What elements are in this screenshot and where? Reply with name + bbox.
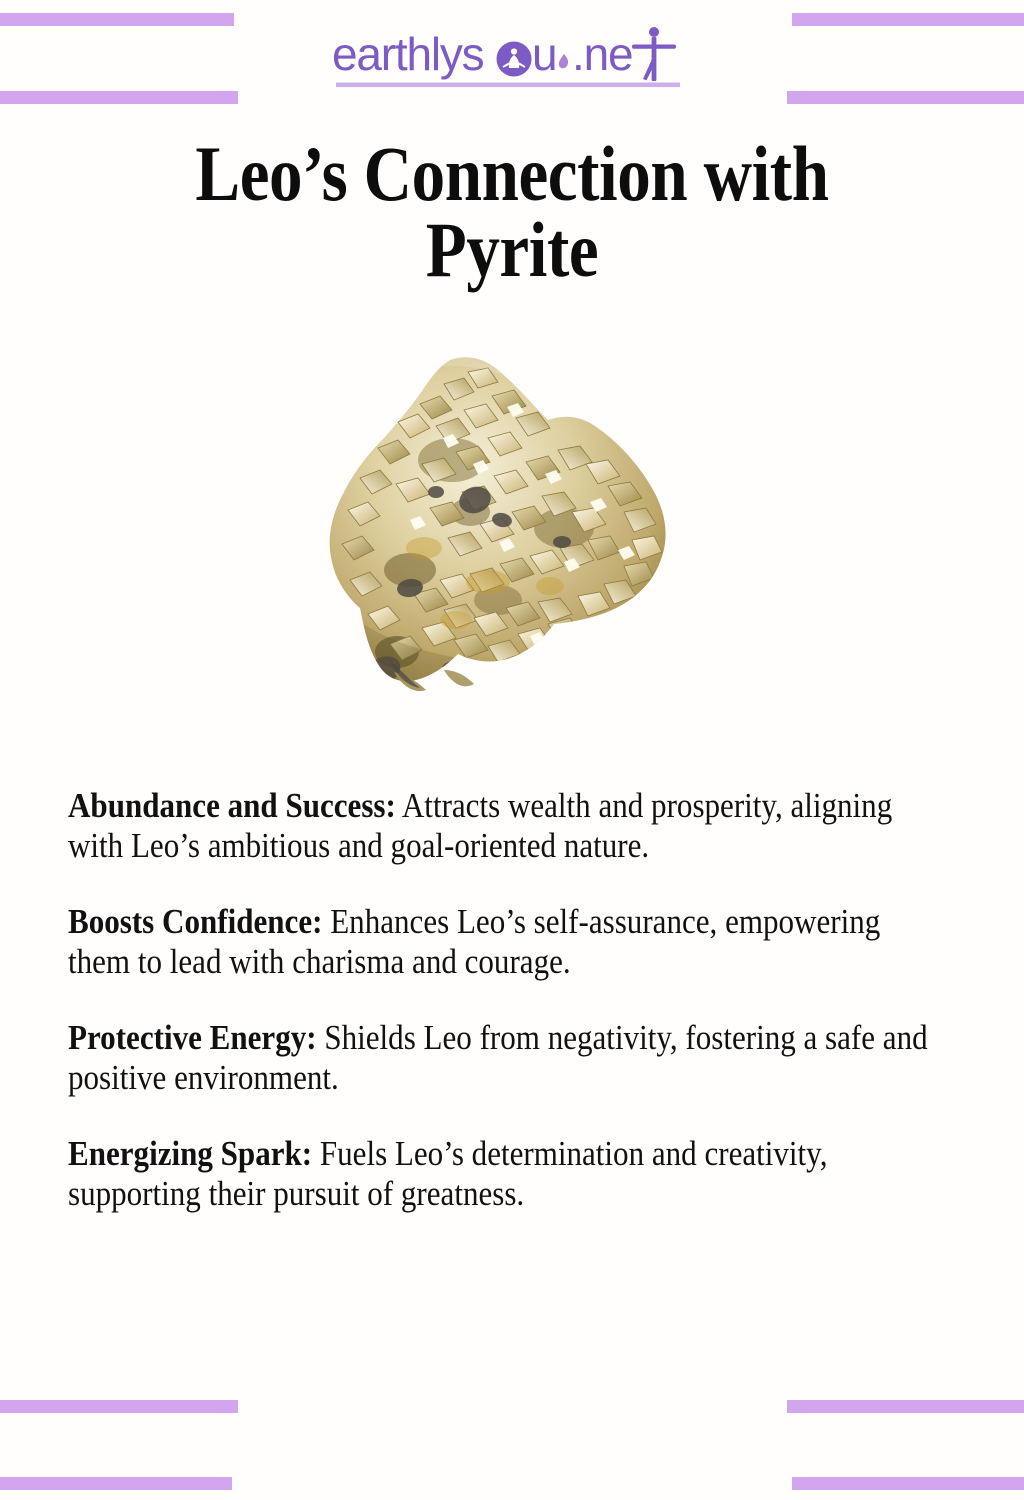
benefit-item-energy xyxy=(68,1134,948,1214)
logo-underline xyxy=(336,83,680,88)
benefit-item-protection xyxy=(68,1018,948,1098)
benefit-text-abundance: Attracts wealth and prosperity, aligning with Leo’s ambitious and goal-oriented nature. xyxy=(68,787,893,866)
yoga-figure-icon xyxy=(632,27,676,81)
benefit-text-confidence: Enhances Leo’s self-assurance, empowering them to lead with charisma and courage. xyxy=(68,903,881,982)
decor-bar-bottom-right-lower xyxy=(792,1477,1024,1490)
svg-text:u: u xyxy=(532,28,557,80)
benefit-item-abundance xyxy=(68,786,948,866)
benefits-list xyxy=(68,786,948,1214)
decor-bar-bottom-left-lower xyxy=(0,1477,232,1490)
benefit-text-protection: Shields Leo from negativity, fostering a safe and positive environment. xyxy=(68,1019,928,1098)
benefit-label-protection: Protective Energy: xyxy=(68,1019,317,1058)
page-title: Leo’s Connection with Pyrite xyxy=(195,130,829,294)
decor-bar-bottom-left-upper xyxy=(0,1400,238,1413)
site-logo[interactable] xyxy=(0,22,1024,94)
earthlysoul-logo-icon xyxy=(332,22,692,94)
benefit-item-confidence xyxy=(68,902,948,982)
benefit-label-energy: Energizing Spark: xyxy=(68,1135,313,1174)
benefit-label-confidence: Boosts Confidence: xyxy=(68,903,323,942)
svg-text:earthlys: earthlys xyxy=(332,28,484,80)
benefit-text-energy: Fuels Leo’s determination and creativity, supporting their pursuit of greatness. xyxy=(68,1135,828,1214)
decor-bar-bottom-right-upper xyxy=(787,1400,1024,1413)
flame-accent-icon xyxy=(559,54,568,68)
benefit-label-abundance: Abundance and Success: xyxy=(68,787,396,825)
svg-text:.ne: .ne xyxy=(572,28,633,80)
pyrite-image xyxy=(0,352,1024,752)
pyrite-crystal-cluster-icon xyxy=(302,352,722,752)
